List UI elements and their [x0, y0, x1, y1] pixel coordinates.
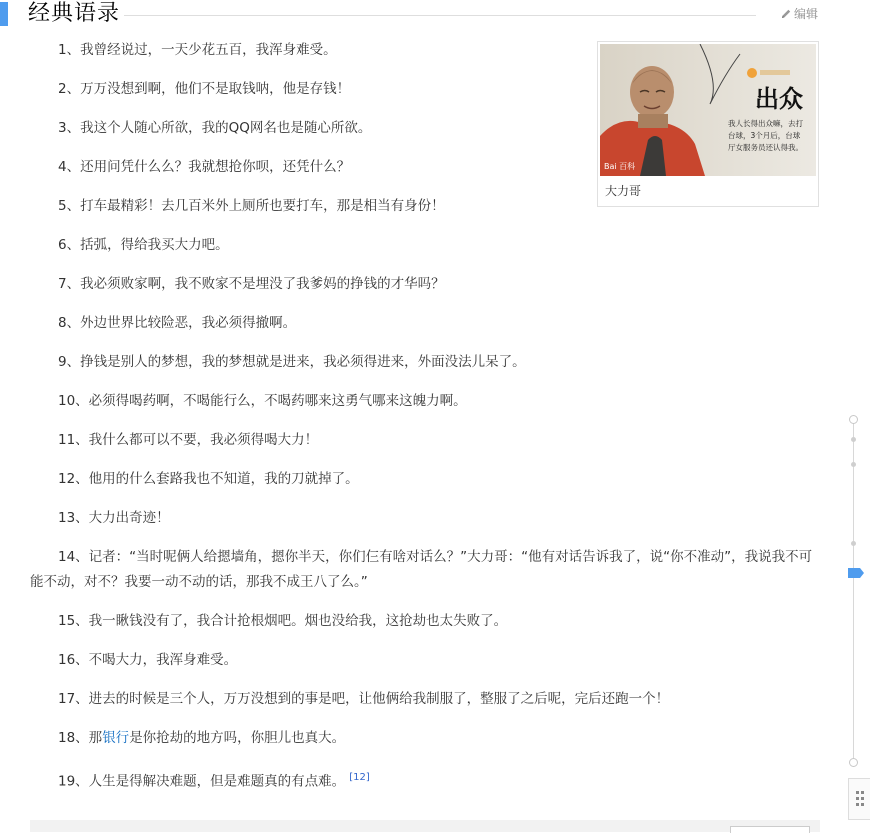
edit-label: 编辑: [794, 7, 819, 21]
next-section-header: [30, 820, 820, 832]
toc-node-bottom[interactable]: [849, 758, 858, 767]
toc-dot[interactable]: [851, 462, 856, 467]
grid-icon: [849, 779, 870, 819]
quote-item: 3、我这个人随心所欲，我的QQ网名也是随心所欲。: [58, 120, 372, 136]
section-header: [0, 0, 830, 30]
quote-item: 16、不喝大力，我浑身难受。: [58, 652, 238, 668]
quote-item: 17、进去的时候是三个人，万万没想到的事是吧，让他俩给我制服了，整服了之后呢，完后还跑一个！: [58, 691, 670, 707]
quote-item: 9、挣钱是别人的梦想，我的梦想就是进来，我必须得进来，外面没法儿呆了。: [58, 354, 526, 370]
figure-image[interactable]: [600, 44, 816, 176]
quote-item: 5、打车最精彩！去几百米外上厕所也要打车，那是相当有身份！: [58, 198, 445, 214]
quote-item: 2、万万没想到啊，他们不是取钱呐，他是存钱！: [58, 81, 351, 97]
quote-item: 4、还用问凭什么么？我就想抢你呗，还凭什么？: [58, 159, 351, 175]
toc-toggle-button[interactable]: [848, 778, 870, 820]
quote-item: 18、那银行是你抢劫的地方吗，你胆儿也真大。: [58, 730, 346, 746]
quote-item: 13、大力出奇迹！: [58, 510, 170, 526]
header-divider: [124, 15, 756, 16]
quote-item: 11、我什么都可以不要，我必须得喝大力！: [58, 432, 319, 448]
pencil-icon: [780, 8, 792, 20]
figure-card[interactable]: [597, 41, 819, 207]
image-headline: 出众: [755, 85, 803, 113]
quote-item: 19、人生是得解决难题，但是难题真的有点难。 [12]: [58, 772, 370, 790]
person-photo: [600, 44, 816, 176]
toc-dot[interactable]: [851, 437, 856, 442]
quote-item: 12、他用的什么套路我也不知道，我的刀就掉了。: [58, 471, 359, 487]
watermark-logo: Bai 百科: [604, 162, 636, 171]
toc-dot[interactable]: [851, 541, 856, 546]
svg-text:台球，3个月后，台球: 台球，3个月后，台球: [728, 131, 801, 140]
quote-item: 15、我一瞅钱没有了，我合计抢根烟吧。烟也没给我，这抢劫也太失败了。: [58, 613, 508, 629]
bank-link[interactable]: 银行: [102, 730, 130, 746]
reference-link[interactable]: [12]: [349, 772, 370, 783]
quote-item: 1、我曾经说过，一天少花五百，我浑身难受。: [58, 42, 337, 58]
quote-item: 14、记者：“当时呢俩人给摁墙角，摁你半天，你们仨有啥对话么？”大力哥：“他有对话告诉我了，说“你不准动”，我说我不可能不动，对不？我要一动不动的话，那我不成王八了么。”: [30, 549, 813, 590]
toc-node-top[interactable]: [849, 415, 858, 424]
toc-rail: [853, 418, 854, 766]
svg-text:我人长得出众嘛，去打: 我人长得出众嘛，去打: [728, 119, 803, 128]
section-title: 经典语录: [28, 1, 121, 26]
edit-link[interactable]: [780, 5, 818, 22]
quote-item: 6、括弧，得给我买大力吧。: [58, 237, 229, 253]
quote-item: 7、我必须败家啊，我不败家不是埋没了我爹妈的挣钱的才华吗？: [58, 276, 445, 292]
toc-current-marker[interactable]: [847, 567, 865, 579]
svg-text:厅女服务员还认得我。: 厅女服务员还认得我。: [728, 143, 803, 152]
section-accent-bar: [0, 2, 8, 26]
figure-caption: 大力哥: [605, 184, 642, 198]
quote-item: 8、外边世界比较险恶，我必须得撤啊。: [58, 315, 297, 331]
quote-item: 10、必须得喝药啊，不喝能行么，不喝药哪来这勇气哪来这魄力啊。: [58, 393, 467, 409]
